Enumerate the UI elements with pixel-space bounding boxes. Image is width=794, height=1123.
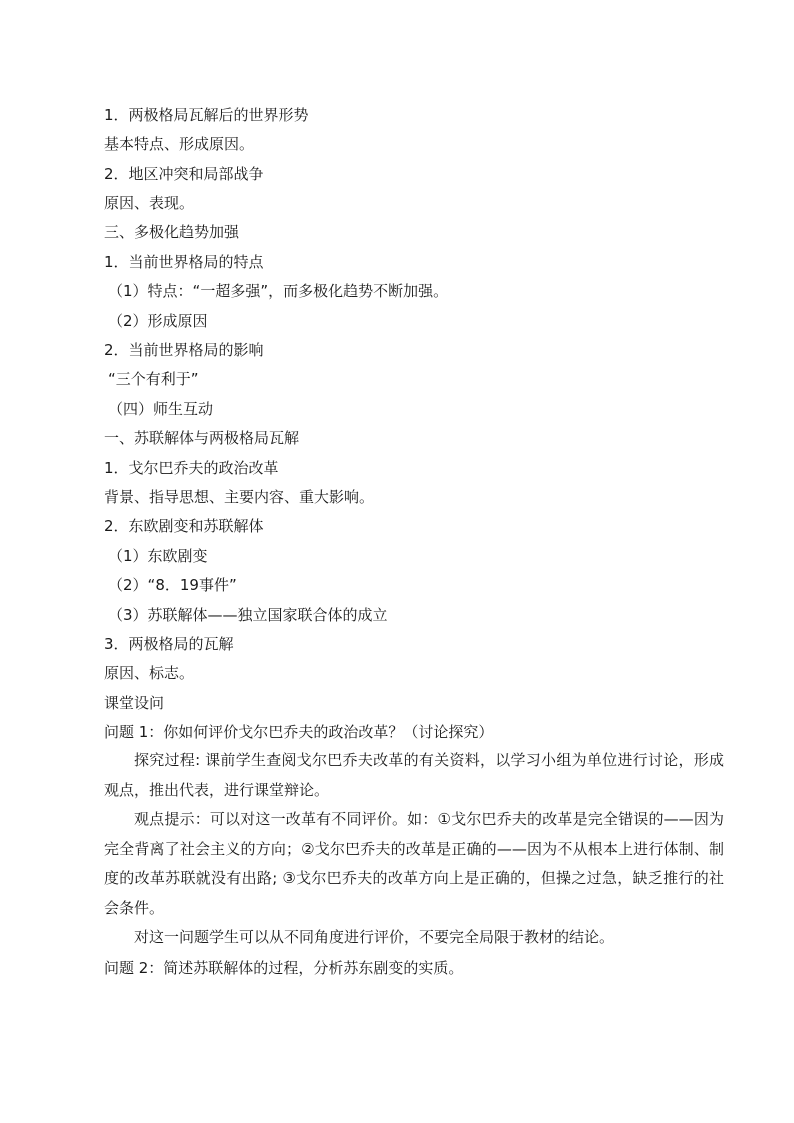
question-one: 问题 1：你如何评价戈尔巴乔夫的政治改革？（讨论探究） — [104, 723, 494, 741]
paragraph-viewpoint-hints: 观点提示：可以对这一改革有不同评价。如：①戈尔巴乔夫的改革是完全错误的——因为完全背离了社会主义的方向；②戈尔巴乔夫的改革是正确的——因为不从根本上进行体制、制度的改革苏联就没有出路; ③戈尔巴乔夫的改革方向上是正确的，但操之过急，缺乏推行的社会条件。 — [104, 810, 724, 917]
text-basic-features: 基本特点、形成原因。 — [104, 135, 255, 153]
heading-teacher-student-interaction: （四）师生互动 — [108, 400, 214, 418]
text-three-benefits: “三个有利于” — [108, 370, 199, 388]
text-causes-performance: 原因、表现。 — [104, 194, 195, 212]
heading-pattern-influence: 2．当前世界格局的影响 — [104, 341, 264, 359]
text-background-guidance: 背景、指导思想、主要内容、重大影响。 — [104, 488, 375, 506]
heading-eastern-europe-changes: 2．东欧剧变和苏联解体 — [104, 517, 264, 535]
heading-regional-conflicts: 2．地区冲突和局部战争 — [104, 165, 264, 183]
heading-soviet-collapse: 一、苏联解体与两极格局瓦解 — [104, 429, 300, 447]
text-eastern-europe-upheaval: （1）东欧剧变 — [108, 547, 208, 565]
heading-bipolar-collapse: 3．两极格局的瓦解 — [104, 635, 234, 653]
paragraph-exploration-process: 探究过程: 课前学生查阅戈尔巴乔夫改革的有关资料，以学习小组为单位进行讨论，形成观点，推出代表，进行课堂辩论。 — [104, 751, 724, 799]
text-causes-signs: 原因、标志。 — [104, 664, 195, 682]
heading-current-pattern-features: 1．当前世界格局的特点 — [104, 253, 264, 271]
heading-multipolarization: 三、多极化趋势加强 — [104, 223, 240, 241]
text-formation-causes: （2）形成原因 — [108, 312, 208, 330]
heading-world-situation: 1．两极格局瓦解后的世界形势 — [104, 106, 309, 124]
text-cis-establishment: （3）苏联解体——独立国家联合体的成立 — [108, 606, 388, 624]
heading-gorbachev-reform: 1．戈尔巴乔夫的政治改革 — [104, 459, 279, 477]
text-819-incident: （2）“8．19事件” — [108, 576, 237, 594]
text-feature-one-superpower: （1）特点：“一超多强”，而多极化趋势不断加强。 — [108, 282, 449, 300]
paragraph-evaluation-note: 对这一问题学生可以从不同角度进行评价，不要完全局限于教材的结论。 — [134, 928, 615, 946]
question-two: 问题 2：简述苏联解体的过程，分析苏东剧变的实质。 — [104, 959, 464, 977]
heading-classroom-questions: 课堂设问 — [104, 694, 165, 712]
